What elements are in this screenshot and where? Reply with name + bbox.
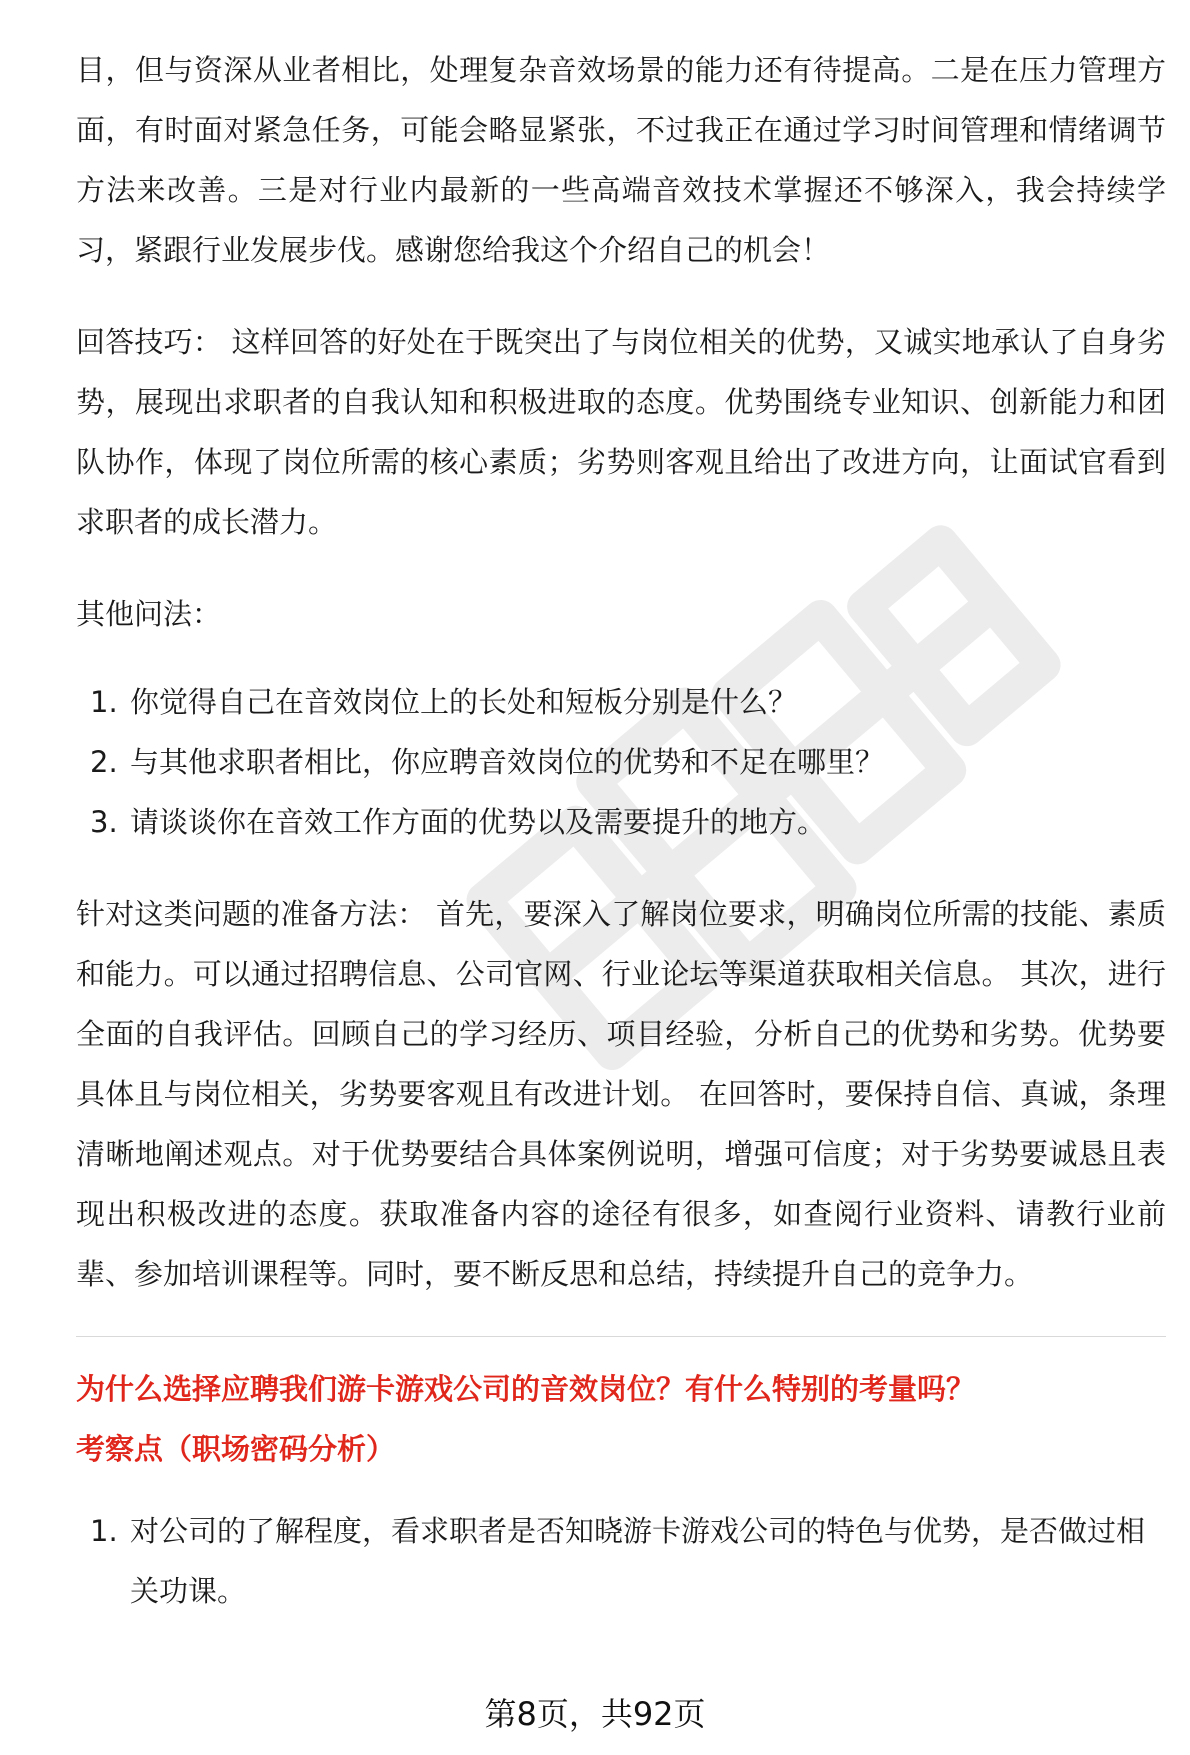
list-item-text: 与其他求职者相比，你应聘音效岗位的优势和不足在哪里？ [130, 745, 885, 779]
list-item-number: 2. [90, 745, 118, 779]
list-item-text: 你觉得自己在音效岗位上的长处和短板分别是什么？ [130, 685, 798, 719]
list-item [76, 672, 1166, 732]
list-item-number: 1. [90, 1514, 118, 1548]
paragraph-other-questions-heading: 其他问法： [76, 597, 222, 631]
paragraph-preparation-method: 针对这类问题的准备方法： 首先，要深入了解岗位要求，明确岗位所需的技能、素质和能力。可以通过招聘信息、公司官网、行业论坛等渠道获取相关信息。 其次，进行全面的自我评估。回顾自己的学习经历、项目经验，分析自己的优势和劣势。优势要具体且与岗位相关，劣势要客观且有改进计划。 在回答时，要保持自信、真诚，条理清晰地阐述观点。对于优势要结合具体案例说明，增强可信度；对于劣势要诚恳且表现出积极改进的态度。获取准备内容的途径有很多，如查阅行业资料、请教行业前辈、参加培训课程等。同时，要不断反思和总结，持续提升自己的竞争力。 [76, 897, 1166, 1291]
list-item [76, 732, 1166, 792]
list-item-text: 请谈谈你在音效工作方面的优势以及需要提升的地方。 [130, 805, 827, 839]
paragraph-answer-end: 目，但与资深从业者相比，处理复杂音效场景的能力还有待提高。二是在压力管理方面，有时面对紧急任务，可能会略显紧张，不过我正在通过学习时间管理和情绪调节方法来改善。三是对行业内最新的一些高端音效技术掌握还不够深入，我会持续学习，紧跟行业发展步伐。感谢您给我这个介绍自己的机会！ [76, 53, 1166, 267]
list-item-number: 1. [90, 685, 118, 719]
assessment-points-list [76, 1501, 1166, 1621]
document-page [76, 40, 1166, 1653]
list-item [76, 1501, 1166, 1621]
question-subtitle: 考察点（职场密码分析） [76, 1432, 396, 1466]
list-item [76, 792, 1166, 852]
other-questions-list [76, 672, 1166, 852]
list-item-number: 3. [90, 805, 118, 839]
page-footer: 第8页，共92页 [484, 1695, 706, 1733]
section-divider [76, 1336, 1166, 1337]
question-title: 为什么选择应聘我们游卡游戏公司的音效岗位？有什么特别的考量吗？ [76, 1372, 976, 1406]
list-item-text: 对公司的了解程度，看求职者是否知晓游卡游戏公司的特色与优势，是否做过相关功课。 [130, 1514, 1146, 1608]
paragraph-answer-tips: 回答技巧： 这样回答的好处在于既突出了与岗位相关的优势，又诚实地承认了自身劣势，展现出求职者的自我认知和积极进取的态度。优势围绕专业知识、创新能力和团队协作，体现了岗位所需的核心素质；劣势则客观且给出了改进方向，让面试官看到求职者的成长潜力。 [76, 325, 1166, 539]
